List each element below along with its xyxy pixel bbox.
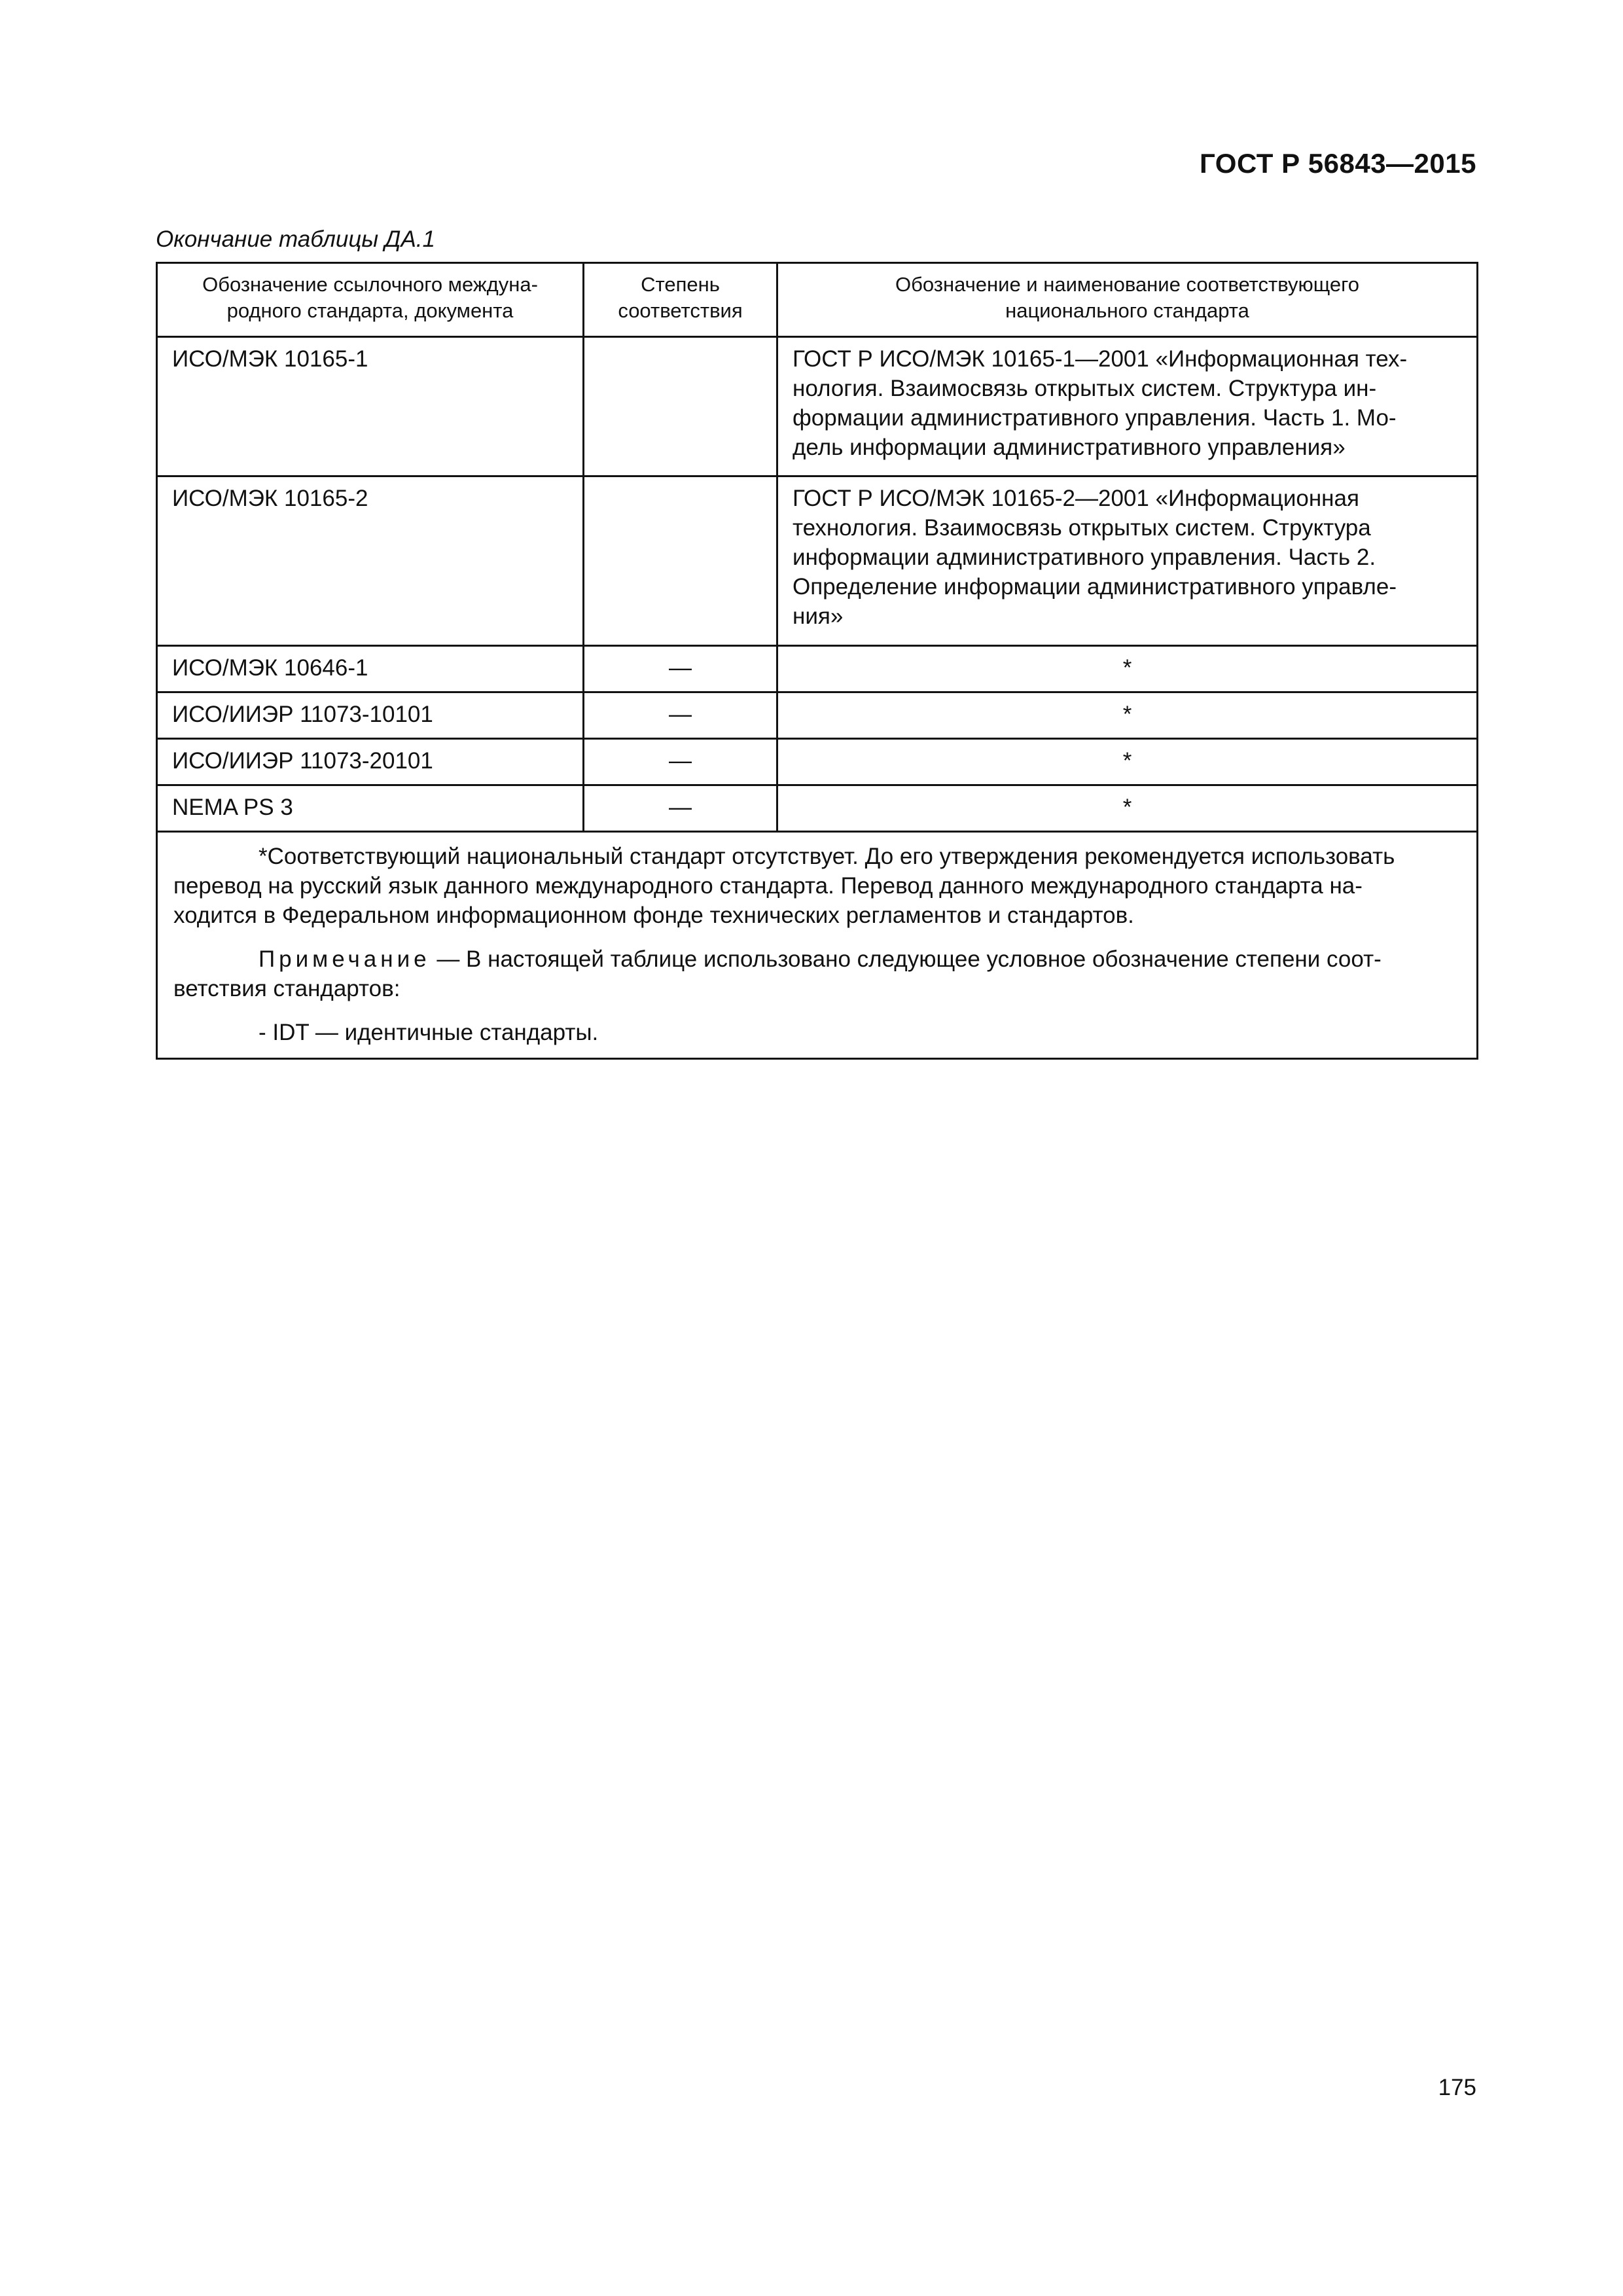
page-number: 175 (1438, 2075, 1476, 2100)
table-row (157, 337, 1478, 476)
reference-standard-cell: ИСО/МЭК 10165-1 (157, 337, 584, 476)
table-caption: Окончание таблицы ДА.1 (156, 226, 435, 252)
column-header-degree: Степень соответствия (584, 263, 777, 337)
table-row (157, 692, 1478, 739)
national-standard-cell: * (777, 646, 1478, 692)
note-paragraph (173, 944, 1461, 1003)
note-label: Примечание (259, 946, 431, 972)
table-row (157, 739, 1478, 785)
degree-cell: — (584, 692, 777, 739)
national-standard-cell: * (777, 785, 1478, 832)
reference-standard-cell: ИСО/МЭК 10646-1 (157, 646, 584, 692)
national-standard-cell: ГОСТ Р ИСО/МЭК 10165-2—2001 «Информационная технология. Взаимосвязь открытых систем. Структура информации административного управления. Часть 2. Определение информации административного управле- ния» (777, 476, 1478, 646)
degree-cell: — (584, 646, 777, 692)
national-standard-cell: ГОСТ Р ИСО/МЭК 10165-1—2001 «Информационная тех- нология. Взаимосвязь открытых систем. Структура ин- формации административного управления. Часть 1. Мо- дель информации административного управления» (777, 337, 1478, 476)
table-row (157, 476, 1478, 646)
reference-standard-cell: ИСО/ИИЭР 11073-10101 (157, 692, 584, 739)
degree-cell: — (584, 785, 777, 832)
footnote-text: *Соответствующий национальный стандарт отсутствует. До его утверждения рекомендуется использовать перевод на русский язык данного международного стандарта. Перевод данного международного стандарта на- ходится в Федеральном информационном фонде технических регламентов и стандартов. (173, 844, 1395, 928)
note-text: — В настоящей таблице использовано следующее условное обозначение степени соот- ветствия стандартов: (173, 946, 1382, 1001)
document-designation: ГОСТ Р 56843—2015 (1200, 148, 1476, 179)
reference-standard-cell: ИСО/МЭК 10165-2 (157, 476, 584, 646)
degree-cell (584, 476, 777, 646)
reference-standard-cell: NEMA PS 3 (157, 785, 584, 832)
column-header-reference-standard: Обозначение ссылочного междуна- родного стандарта, документа (157, 263, 584, 337)
table-row (157, 646, 1478, 692)
table-notes-row (157, 832, 1478, 1059)
table-header-row (157, 263, 1478, 337)
national-standard-cell: * (777, 739, 1478, 785)
reference-standard-cell: ИСО/ИИЭР 11073-20101 (157, 739, 584, 785)
legend-item: - IDT — идентичные стандарты. (259, 1020, 599, 1045)
degree-cell (584, 337, 777, 476)
table-row (157, 785, 1478, 832)
correspondence-table (156, 262, 1478, 1060)
national-standard-cell: * (777, 692, 1478, 739)
column-header-national-standard: Обозначение и наименование соответствующего национального стандарта (777, 263, 1478, 337)
table-notes-cell (157, 832, 1478, 1059)
degree-cell: — (584, 739, 777, 785)
